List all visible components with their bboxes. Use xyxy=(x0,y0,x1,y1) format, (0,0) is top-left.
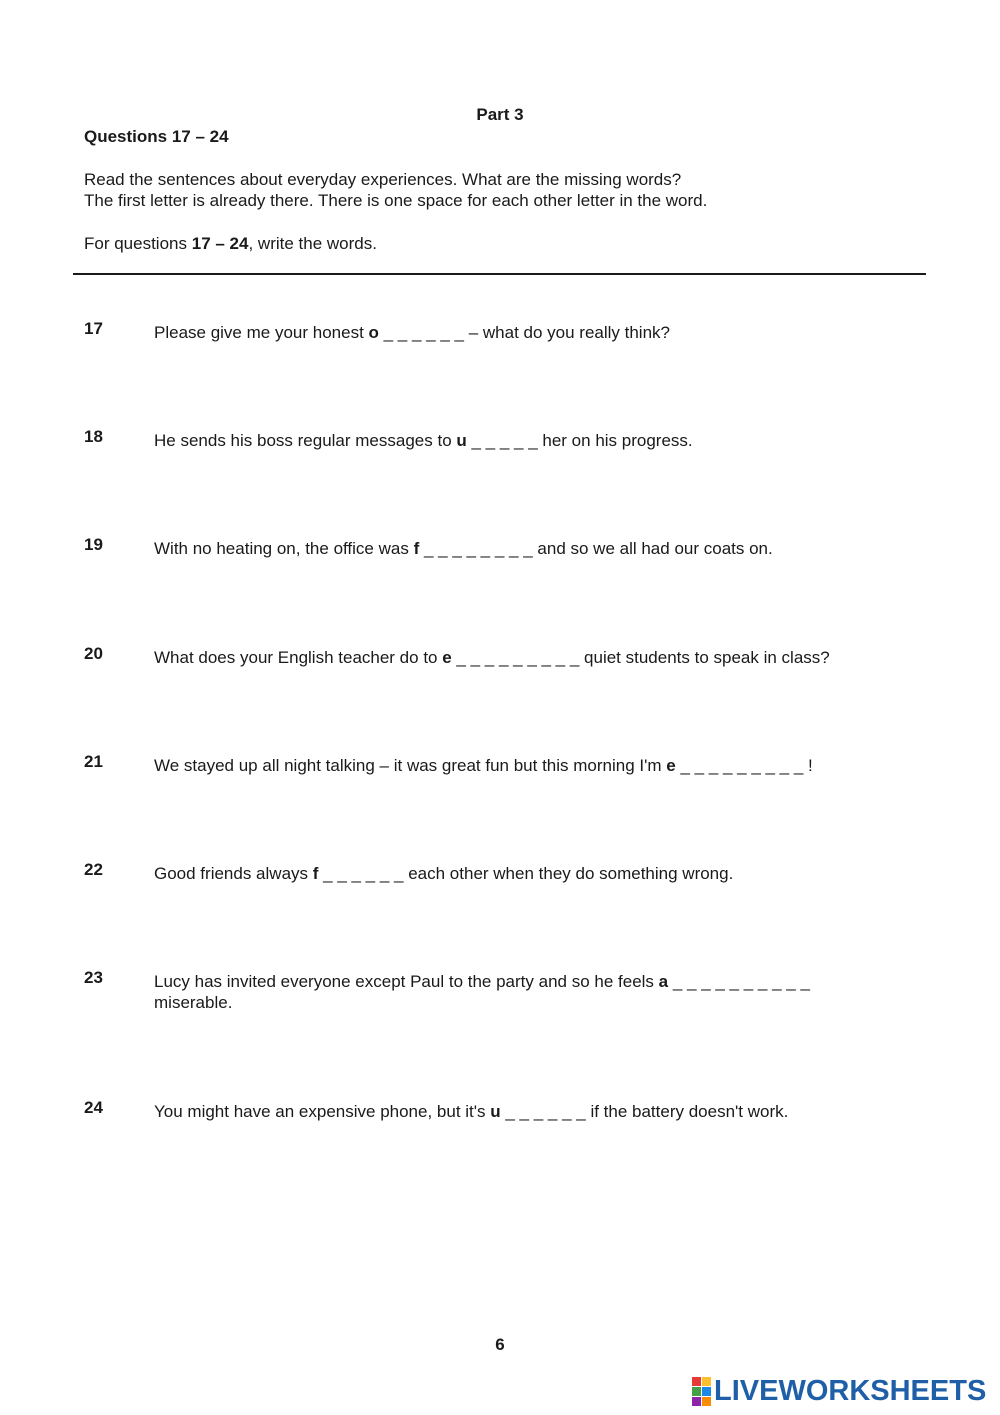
question-sentence[interactable] xyxy=(154,755,914,776)
first-letter: o xyxy=(368,323,379,342)
instruction-text: , write the words. xyxy=(248,234,377,253)
sentence-start: Please give me your honest xyxy=(154,323,369,342)
questions-heading: Questions 17 – 24 xyxy=(84,127,229,146)
question-sentence[interactable] xyxy=(154,322,914,343)
part-title: Part 3 xyxy=(476,105,524,124)
question-sentence[interactable] xyxy=(154,647,914,668)
logo-square xyxy=(692,1387,701,1396)
sentence-end: and so we all had our coats on. xyxy=(537,539,773,558)
logo-square xyxy=(702,1387,711,1396)
question-number: 17 xyxy=(84,319,103,338)
first-letter: e xyxy=(442,648,452,667)
logo-square xyxy=(692,1377,701,1386)
answer-blanks[interactable]: _ _ _ _ _ _ xyxy=(500,1102,591,1121)
sentence-end: miserable. xyxy=(154,993,233,1012)
page-number: 6 xyxy=(495,1335,505,1354)
answer-blanks[interactable]: _ _ _ _ _ _ _ _ _ xyxy=(451,648,585,667)
logo-square xyxy=(692,1397,701,1406)
first-letter: f xyxy=(312,864,319,883)
instruction-line-3 xyxy=(84,233,377,254)
logo-mark-icon xyxy=(692,1377,711,1406)
question-sentence[interactable] xyxy=(154,971,889,1013)
sentence-start: You might have an expensive phone, but it's xyxy=(154,1102,491,1121)
question-number: 23 xyxy=(84,968,103,987)
first-letter: e xyxy=(666,756,676,775)
sentence-start: Lucy has invited everyone except Paul to the party and so he feels xyxy=(154,972,659,991)
answer-blanks[interactable]: _ _ _ _ _ _ xyxy=(318,864,409,883)
sentence-start: With no heating on, the office was xyxy=(154,539,414,558)
question-number: 19 xyxy=(84,535,103,554)
sentence-end: quiet students to speak in class? xyxy=(584,648,830,667)
instruction-line-1: Read the sentences about everyday experiences. What are the missing words? xyxy=(84,170,682,189)
sentence-end: – what do you really think? xyxy=(468,323,670,342)
divider-line xyxy=(73,273,926,275)
logo-square xyxy=(702,1397,711,1406)
question-range: 17 – 24 xyxy=(191,234,249,253)
question-number: 21 xyxy=(84,752,103,771)
sentence-start: What does your English teacher do to xyxy=(154,648,443,667)
liveworksheets-logo xyxy=(692,1376,986,1406)
logo-square xyxy=(702,1377,711,1386)
instruction-line-2: The first letter is already there. There is one space for each other letter in the word. xyxy=(84,191,708,210)
answer-blanks[interactable]: _ _ _ _ _ _ _ _ xyxy=(419,539,538,558)
sentence-end: her on his progress. xyxy=(542,431,693,450)
question-sentence[interactable] xyxy=(154,1101,914,1122)
instruction-text: For questions xyxy=(84,234,192,253)
answer-blanks[interactable]: _ _ _ _ _ xyxy=(466,431,543,450)
first-letter: u xyxy=(456,431,467,450)
sentence-start: He sends his boss regular messages to xyxy=(154,431,457,450)
answer-blanks[interactable]: _ _ _ _ _ _ xyxy=(378,323,469,342)
sentence-end: each other when they do something wrong. xyxy=(408,864,734,883)
sentence-end: if the battery doesn't work. xyxy=(590,1102,789,1121)
first-letter: u xyxy=(490,1102,501,1121)
logo-text: LIVEWORKSHEETS xyxy=(714,1375,987,1407)
answer-blanks[interactable]: _ _ _ _ _ _ _ _ _ xyxy=(675,756,809,775)
question-number: 18 xyxy=(84,427,103,446)
sentence-end: ! xyxy=(808,756,813,775)
question-number: 20 xyxy=(84,644,103,663)
sentence-start: We stayed up all night talking – it was great fun but this morning I'm xyxy=(154,756,667,775)
first-letter: f xyxy=(413,539,420,558)
sentence-start: Good friends always xyxy=(154,864,313,883)
first-letter: a xyxy=(658,972,669,991)
answer-blanks[interactable]: _ _ _ _ _ _ _ _ _ _ xyxy=(668,972,810,991)
question-sentence[interactable] xyxy=(154,863,914,884)
question-number: 24 xyxy=(84,1098,103,1117)
question-number: 22 xyxy=(84,860,103,879)
question-sentence[interactable] xyxy=(154,538,914,559)
question-sentence[interactable] xyxy=(154,430,914,451)
